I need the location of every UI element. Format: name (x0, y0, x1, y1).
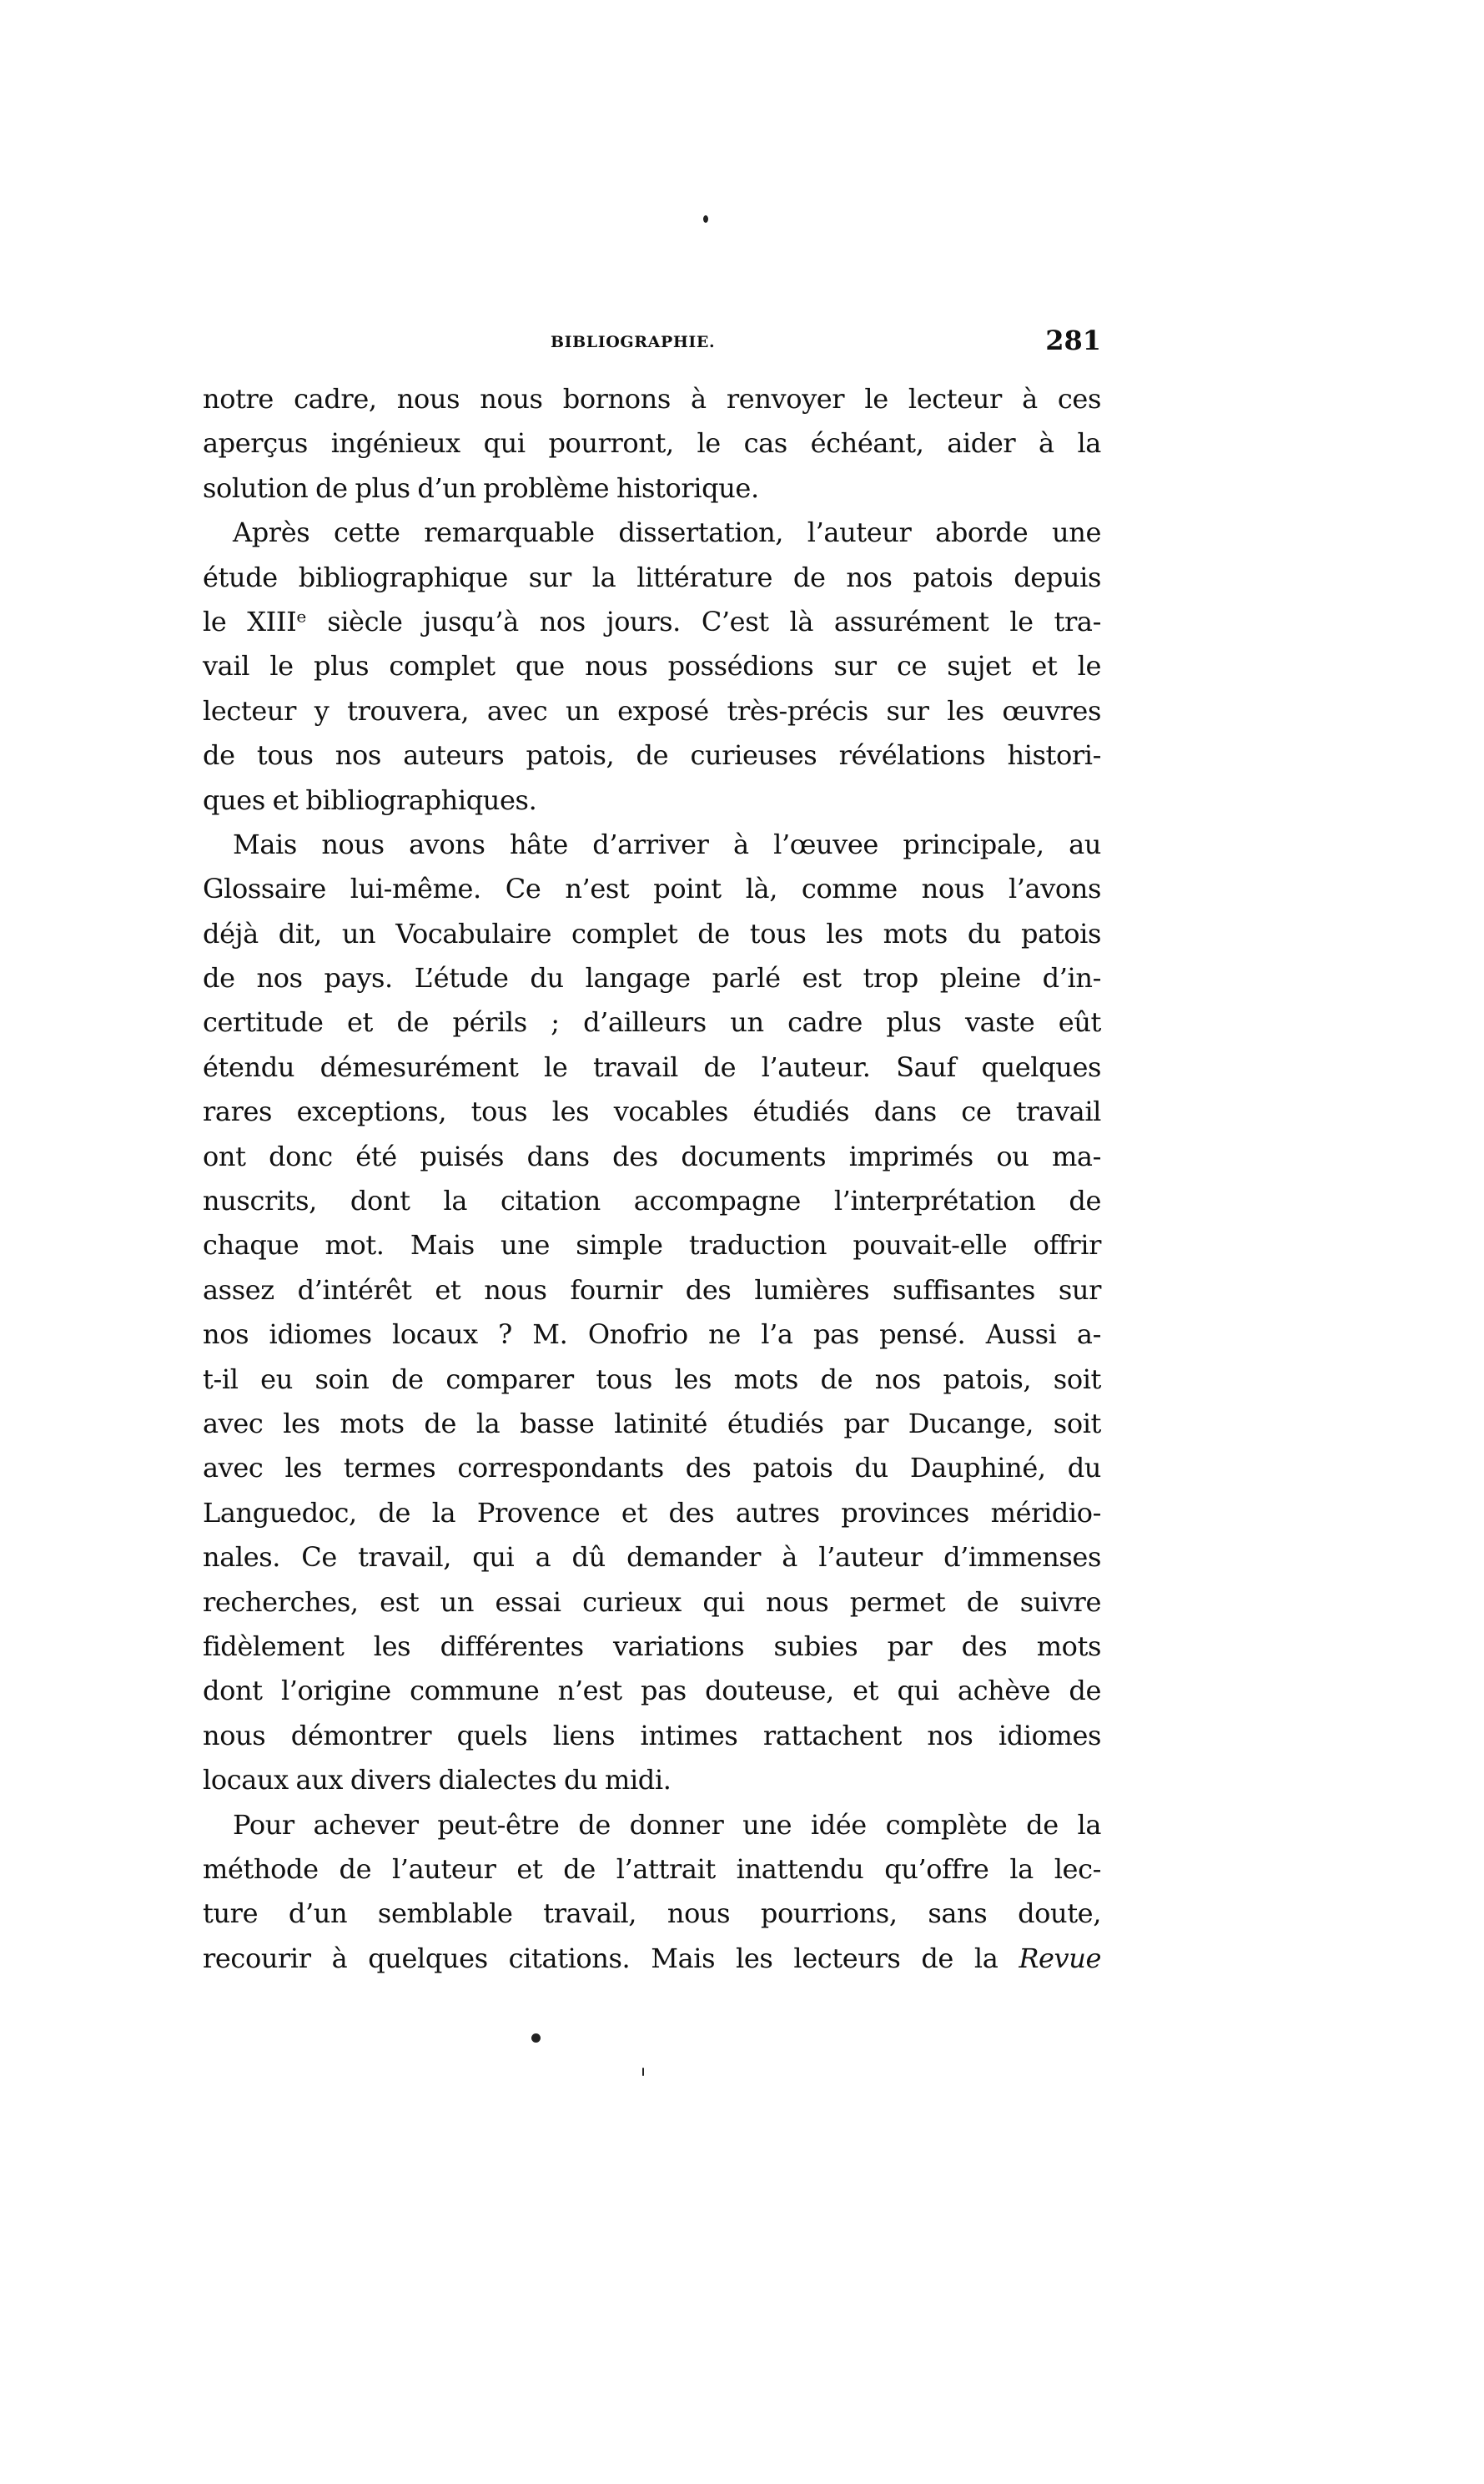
text-line-content: rares exceptions, tous les vocables étudiés dans ce travail (203, 1096, 1101, 1128)
text-line-content: déjà dit, un Vocabulaire complet de tous les mots du patois (203, 917, 1101, 950)
text-line (203, 1000, 1101, 1045)
text-line-content: nos idiomes locaux ? M. Onofrio ne l’a pas pensé. Aussi a- (203, 1318, 1101, 1351)
text-line (203, 1847, 1101, 1892)
text-line-content: locaux aux divers dialectes du midi. (203, 1764, 672, 1796)
text-line (203, 1045, 1101, 1090)
text-line-content: solution de plus d’un problème historique. (203, 471, 759, 504)
text-line-content: certitude et de périls ; d’ailleurs un cadre plus vaste eût (203, 1006, 1101, 1039)
text-line (203, 1937, 1101, 1981)
text-line (203, 466, 1101, 511)
text-line-content: Mais nous avons hâte d’arriver à l’œuvee principale, au (233, 828, 1101, 860)
text-line-content: nous démontrer quels liens intimes rattachent nos idiomes (203, 1719, 1101, 1751)
text-line (203, 1268, 1101, 1313)
text-line-content: de tous nos auteurs patois, de curieuses révélations histori- (203, 739, 1101, 772)
text-line (203, 1803, 1101, 1847)
text-line-content: ques et bibliographiques. (203, 783, 537, 816)
text-line (203, 733, 1101, 778)
text-line (203, 1090, 1101, 1134)
text-line (203, 377, 1101, 421)
text-line (203, 1223, 1101, 1267)
text-line (203, 1758, 1101, 1802)
text-line-content: le XIIIᵉ siècle jusqu’à nos jours. C’est là assurément le tra- (203, 605, 1101, 637)
text-line-content: fidèlement les différentes variations subies par des mots (203, 1630, 1101, 1662)
text-line (203, 1358, 1101, 1402)
text-line-content: vail le plus complet que nous possédions sur ce sujet et le (203, 650, 1101, 683)
text-line-content: avec les termes correspondants des patois du Dauphiné, du (203, 1452, 1101, 1484)
page-number: 281 (1045, 325, 1101, 356)
text-line (203, 1669, 1101, 1713)
text-line-content: recourir à quelques citations. Mais les lecteurs de la (203, 1942, 999, 1974)
text-line-content: nales. Ce travail, qui a dû demander à l’auteur d’immenses (203, 1541, 1101, 1574)
text-line-content: méthode de l’auteur et de l’attrait inattendu qu’offre la lec- (203, 1852, 1101, 1885)
text-line-content: avec les mots de la basse latinité étudiés par Ducange, soit (203, 1407, 1101, 1439)
text-line (203, 1892, 1101, 1936)
text-line (203, 421, 1101, 466)
text-line (203, 956, 1101, 1000)
scan-speck (642, 2068, 644, 2076)
text-line-content: t-il eu soin de comparer tous les mots de nos patois, soit (203, 1363, 1101, 1395)
body-text (203, 377, 1101, 1981)
text-line (203, 1402, 1101, 1446)
text-line-content: assez d’intérêt et nous fournir des lumières suffisantes sur (203, 1273, 1101, 1306)
scan-speck (531, 2033, 541, 2043)
text-line-content: étendu démesurément le travail de l’auteur. Sauf quelques (203, 1051, 1101, 1083)
text-line (203, 644, 1101, 688)
text-line-content: Languedoc, de la Provence et des autres provinces méridio- (203, 1496, 1101, 1529)
text-line-content: étude bibliographique sur la littérature de nos patois depuis (203, 561, 1101, 593)
text-line (203, 689, 1101, 733)
text-line (203, 778, 1101, 823)
text-line (203, 1714, 1101, 1758)
running-title: BIBLIOGRAPHIE. (551, 333, 716, 351)
text-line (203, 556, 1101, 600)
text-line-content: Glossaire lui-même. Ce n’est point là, comme nous l’avons (203, 873, 1101, 905)
italic-word: Revue (1019, 1942, 1101, 1974)
text-line-content: dont l’origine commune n’est pas douteuse, et qui achève de (203, 1675, 1101, 1707)
text-line (203, 867, 1101, 911)
text-line (203, 1535, 1101, 1580)
text-line-content: Après cette remarquable dissertation, l’auteur aborde une (233, 516, 1101, 549)
text-line-content: ont donc été puisés dans des documents imprimés ou ma- (203, 1140, 1101, 1172)
text-line (203, 1491, 1101, 1535)
text-line-content: recherches, est un essai curieux qui nous permet de suivre (203, 1585, 1101, 1618)
text-line-content: notre cadre, nous nous bornons à renvoyer le lecteur à ces (203, 383, 1101, 415)
text-line (203, 1179, 1101, 1223)
text-line-content: de nos pays. L’étude du langage parlé est trop pleine d’in- (203, 962, 1101, 995)
text-line (203, 511, 1101, 555)
text-line-content: chaque mot. Mais une simple traduction pouvait-elle offrir (203, 1229, 1101, 1262)
text-line (203, 823, 1101, 867)
text-line (203, 600, 1101, 644)
text-line (203, 1625, 1101, 1669)
text-line (203, 1313, 1101, 1357)
running-head (203, 327, 1101, 357)
text-line (203, 1446, 1101, 1490)
text-line-content: Pour achever peut-être de donner une idée complète de la (233, 1808, 1101, 1841)
text-line (203, 1580, 1101, 1625)
text-line-content: nuscrits, dont la citation accompagne l’interprétation de (203, 1185, 1101, 1217)
text-line-content: aperçus ingénieux qui pourront, le cas échéant, aider à la (203, 427, 1101, 460)
text-line-content: ture d’un semblable travail, nous pourrions, sans doute, (203, 1897, 1101, 1930)
text-line (203, 912, 1101, 956)
text-line (203, 1135, 1101, 1179)
scan-speck (703, 215, 708, 223)
text-line-content: lecteur y trouvera, avec un exposé très-précis sur les œuvres (203, 694, 1101, 727)
